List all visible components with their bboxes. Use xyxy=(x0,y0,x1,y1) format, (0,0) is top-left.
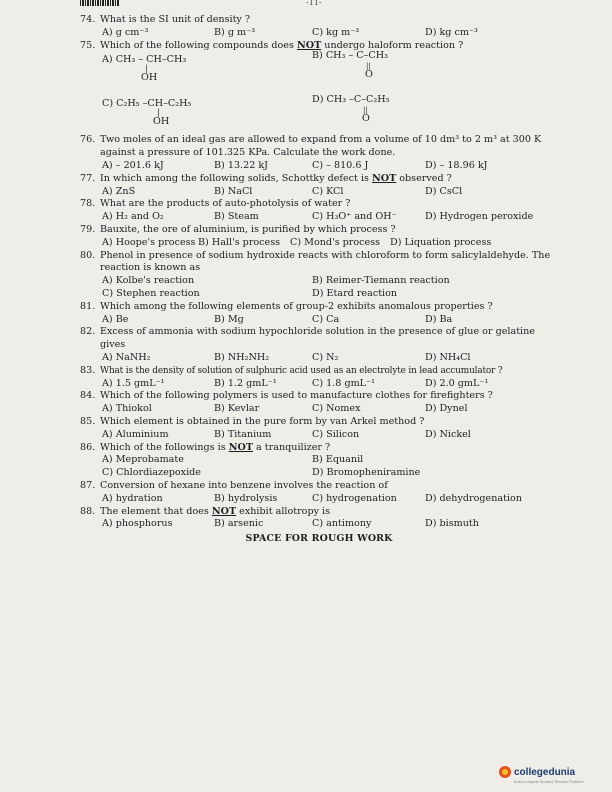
option-d: D) Dynel xyxy=(425,403,468,415)
text-part: In which among the following solids, Schottky defect is xyxy=(100,172,372,184)
question-text: Bauxite, the ore of aluminium, is purified by which process ? xyxy=(100,223,396,235)
underlined-word: NOT xyxy=(228,441,253,453)
question-text: What is the density of solution of sulphuric acid used as an electrolyte in lead accumulator ? xyxy=(100,365,503,376)
question-text: Phenol in presence of sodium hydroxide reacts with chloroform to form salicylaldehyde. The reaction is known as xyxy=(100,249,551,274)
option-c: C) – 810.6 J xyxy=(312,159,369,171)
text-part: a tranquilizer ? xyxy=(252,441,331,453)
option-d: D) Hydrogen peroxide xyxy=(425,211,534,223)
option-b: B) Mg xyxy=(214,313,244,325)
question-85 xyxy=(80,416,558,429)
option-a: A) Thiokol xyxy=(102,403,152,415)
text-part: undergo haloform reaction ? xyxy=(321,39,464,51)
options-74 xyxy=(80,27,558,40)
question-list xyxy=(80,14,558,546)
options-82 xyxy=(80,352,558,365)
option-c: C) hydrogenation xyxy=(312,492,397,504)
options-86-row2 xyxy=(80,467,558,480)
text-part: observed ? xyxy=(396,172,452,184)
option-a: A) Hoope's process xyxy=(102,236,196,248)
option-a: A) ZnS xyxy=(102,185,136,197)
question-88 xyxy=(80,506,558,519)
underlined-word: NOT xyxy=(211,505,237,517)
question-text xyxy=(100,442,558,455)
option-c: C) Ca xyxy=(312,313,340,325)
options-86-row1 xyxy=(80,454,558,467)
option-c: C) KCl xyxy=(312,185,344,197)
brand-tagline: India's largest Student Review Platform xyxy=(514,779,584,784)
option-c: C) Silicon xyxy=(312,428,360,440)
option-a: A) Meprobamate xyxy=(102,454,184,466)
option-a: A) Be xyxy=(102,313,129,325)
question-text: Excess of ammonia with sodium hypochloride solution in the presence of glue or gelatine gives xyxy=(100,326,535,351)
options-76 xyxy=(80,160,558,173)
question-83 xyxy=(80,365,558,378)
substituent-o: O xyxy=(362,113,370,125)
option-d: D) Bromopheniramine xyxy=(312,467,421,479)
option-a: A) 1.5 gmL⁻¹ xyxy=(102,377,165,389)
option-b: B) Steam xyxy=(214,211,259,223)
rough-work-label: SPACE FOR ROUGH WORK xyxy=(245,533,393,545)
option-b: B) NaCl xyxy=(214,185,253,197)
option-d: D) bismuth xyxy=(425,518,479,530)
logo-icon xyxy=(499,766,511,778)
option-d: D) CsCl xyxy=(425,185,463,197)
options-80-row2 xyxy=(80,288,558,301)
option-a: A) Aluminium xyxy=(102,428,169,440)
options-84 xyxy=(80,403,558,416)
underlined-word: NOT xyxy=(371,172,397,184)
question-80 xyxy=(80,250,558,276)
question-77 xyxy=(80,173,558,186)
text-part: The element that does xyxy=(100,505,212,517)
option-c: C) Nomex xyxy=(312,403,361,415)
option-b: B) arsenic xyxy=(214,518,264,530)
option-a: A) H₂ and O₂ xyxy=(102,211,164,223)
question-number: 88. xyxy=(80,505,96,517)
bond-single: | xyxy=(145,64,148,74)
question-text xyxy=(100,506,558,519)
options-80-row1 xyxy=(80,275,558,288)
option-d: D) dehydrogenation xyxy=(425,492,523,504)
question-79 xyxy=(80,224,558,237)
options-81 xyxy=(80,314,558,327)
option-b: B) Reimer-Tiemann reaction xyxy=(312,275,450,287)
options-85 xyxy=(80,429,558,442)
options-79 xyxy=(80,237,558,250)
option-c: C) kg m⁻³ xyxy=(312,26,360,38)
option-c: C) Chlordiazepoxide xyxy=(102,467,201,479)
question-text: Two moles of an ideal gas are allowed to expand from a volume of 10 dm³ to 2 m³ at 300 K against a pressure of 101.325 KPa. Calculate the work done. xyxy=(100,134,542,159)
question-78 xyxy=(80,198,558,211)
option-a: A) – 201.6 kJ xyxy=(102,159,164,171)
option-c: C) Mond's process xyxy=(290,236,381,248)
question-84 xyxy=(80,390,558,403)
question-86 xyxy=(80,442,558,455)
question-81 xyxy=(80,301,558,314)
option-d: D) Etard reaction xyxy=(312,287,398,299)
question-number: 85. xyxy=(80,415,96,427)
question-number: 77. xyxy=(80,172,96,184)
text-part: Which of the followings is xyxy=(100,441,229,453)
question-number: 81. xyxy=(80,300,96,312)
option-d: D) CH₃ –C–C₂H₅ xyxy=(312,94,390,106)
option-b: B) 1.2 gmL⁻¹ xyxy=(214,377,277,389)
question-number: 80. xyxy=(80,249,96,261)
option-a: A) hydration xyxy=(102,492,163,504)
option-a: A) CH₃ – CH–CH₃ xyxy=(102,54,187,66)
options-83 xyxy=(80,378,558,391)
option-c: C) 1.8 gmL⁻¹ xyxy=(312,377,375,389)
option-c: C) C₂H₅ –CH–C₂H₅ xyxy=(102,98,192,110)
option-a: A) Kolbe's reaction xyxy=(102,275,195,287)
question-text: Conversion of hexane into benzene involves the reaction of xyxy=(100,479,388,491)
structures-ab xyxy=(80,52,558,92)
options-78 xyxy=(80,211,558,224)
bond-single: | xyxy=(157,108,160,118)
option-b: B) hydrolysis xyxy=(214,492,278,504)
structures-cd xyxy=(80,92,558,134)
option-d: D) NH₄Cl xyxy=(425,351,471,363)
text-part: exhibit allotropy is xyxy=(236,505,331,517)
question-text: Which of the following polymers is used to manufacture clothes for firefighters ? xyxy=(100,390,493,402)
option-a: A) g cm⁻³ xyxy=(102,26,149,38)
option-c: C) Stephen reaction xyxy=(102,287,200,299)
watermark-logo xyxy=(499,766,575,778)
question-87 xyxy=(80,480,558,493)
option-b: B) 13.22 kJ xyxy=(214,159,269,171)
option-a: A) phosphorus xyxy=(102,518,173,530)
question-number: 87. xyxy=(80,479,96,491)
question-number: 82. xyxy=(80,326,96,338)
question-number: 76. xyxy=(80,134,96,146)
page-number: -11- xyxy=(306,0,322,7)
option-b: B) Titanium xyxy=(214,428,272,440)
question-number: 79. xyxy=(80,223,96,235)
question-number: 74. xyxy=(80,14,96,25)
option-c: C) H₃O⁺ and OH⁻ xyxy=(312,211,397,223)
option-b: B) g m⁻³ xyxy=(214,26,256,38)
option-d: D) 2.0 gmL⁻¹ xyxy=(425,377,489,389)
question-text: What are the products of auto-photolysis of water ? xyxy=(100,198,351,210)
substituent-oh: OH xyxy=(141,72,158,84)
question-number: 83. xyxy=(80,364,96,376)
text-part: Which of the following compounds does xyxy=(100,39,297,51)
brand-name: collegedunia xyxy=(514,766,576,778)
question-number: 84. xyxy=(80,390,96,402)
option-b: B) Hall's process xyxy=(198,236,281,248)
question-number: 75. xyxy=(80,39,96,51)
options-88 xyxy=(80,518,558,531)
option-d: D) Ba xyxy=(425,313,453,325)
question-text: What is the SI unit of density ? xyxy=(100,14,251,25)
option-b: B) Equanil xyxy=(312,454,364,466)
substituent-o: O xyxy=(365,69,373,81)
options-77 xyxy=(80,186,558,199)
underlined-word: NOT xyxy=(296,39,322,51)
option-b: B) NH₂NH₂ xyxy=(214,351,270,363)
barcode xyxy=(80,0,120,6)
question-76 xyxy=(80,134,558,160)
option-d: D) – 18.96 kJ xyxy=(425,159,488,171)
option-c: C) N₂ xyxy=(312,351,339,363)
option-d: D) Nickel xyxy=(425,428,471,440)
question-text: Which element is obtained in the pure form by van Arkel method ? xyxy=(100,415,425,427)
option-b: B) CH₃ – C–CH₃ xyxy=(312,50,388,62)
question-number: 78. xyxy=(80,198,96,210)
option-b: B) Kevlar xyxy=(214,403,260,415)
bond-double: || xyxy=(363,106,368,115)
option-d: D) Liquation process xyxy=(390,236,492,248)
question-82 xyxy=(80,326,558,352)
option-c: C) antimony xyxy=(312,518,372,530)
substituent-oh: OH xyxy=(153,116,170,128)
bond-double: || xyxy=(366,62,371,71)
options-87 xyxy=(80,493,558,506)
question-text: Which among the following elements of group-2 exhibits anomalous properties ? xyxy=(100,300,493,312)
question-74 xyxy=(80,14,558,27)
option-a: A) NaNH₂ xyxy=(102,351,151,363)
option-d: D) kg cm⁻³ xyxy=(425,26,478,38)
question-text xyxy=(100,173,558,186)
question-number: 86. xyxy=(80,441,96,453)
